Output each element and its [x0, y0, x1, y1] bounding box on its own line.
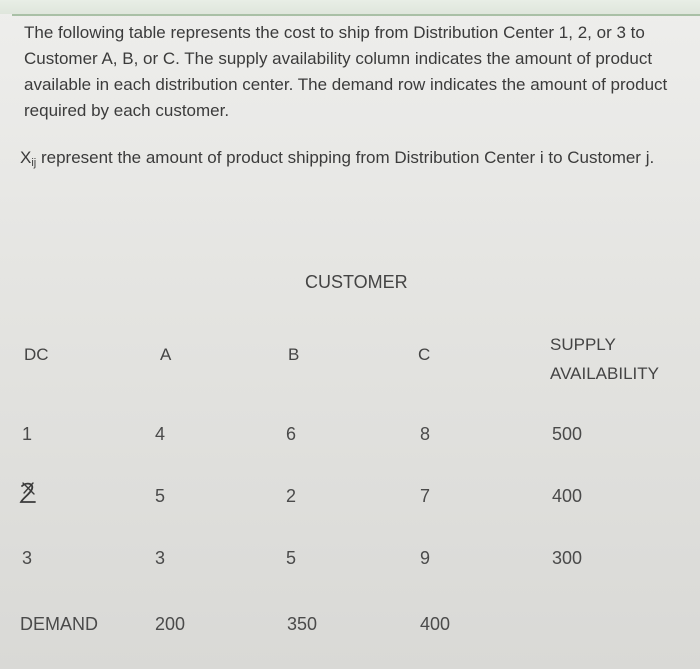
row3-c: 9: [420, 548, 431, 568]
col-header-b: B: [288, 345, 300, 364]
col-header-c: C: [418, 345, 431, 364]
top-border: [0, 0, 700, 14]
problem-description: The following table represents the cost to ship from Distribution Center 1, 2, or 3 to Customer A, B, or C. The supply availability column indicates the amount of product available in each distribution center. The demand row indicates the amount of product required by each customer.: [24, 23, 668, 120]
demand-b: 350: [287, 614, 318, 634]
row2-supply: 400: [552, 486, 583, 506]
customer-group-header: CUSTOMER: [305, 272, 408, 292]
row2-b: 2: [286, 486, 297, 506]
variable-definition: [20, 145, 670, 176]
row3-dc: 3: [22, 548, 33, 568]
row1-supply: 500: [552, 424, 583, 444]
col-header-supply-line1: SUPPLY: [550, 335, 616, 354]
handwritten-2: [18, 480, 40, 511]
row1-c: 8: [420, 424, 431, 444]
row1-a: 4: [155, 424, 166, 444]
row1-b: 6: [286, 424, 297, 444]
variable-definition-text: represent the amount of product shipping from Distribution Center i to Customer j.: [36, 148, 655, 167]
col-header-dc: DC: [24, 345, 49, 364]
row2-c: 7: [420, 486, 431, 506]
row1-dc: 1: [22, 424, 33, 444]
demand-a: 200: [155, 614, 186, 634]
row2-a: 5: [155, 486, 166, 506]
col-header-a: A: [160, 345, 172, 364]
row3-a: 3: [155, 548, 166, 568]
demand-label: DEMAND: [20, 614, 99, 634]
demand-c: 400: [420, 614, 451, 634]
row3-supply: 300: [552, 548, 583, 568]
row3-b: 5: [286, 548, 297, 568]
variable-subscript: ij: [31, 157, 37, 169]
top-rule: [12, 14, 700, 16]
handwritten-scribble-icon: [18, 480, 40, 506]
variable-symbol: X: [20, 148, 32, 167]
col-header-supply-line2: AVAILABILITY: [550, 364, 659, 383]
col-header-supply: [550, 330, 659, 388]
